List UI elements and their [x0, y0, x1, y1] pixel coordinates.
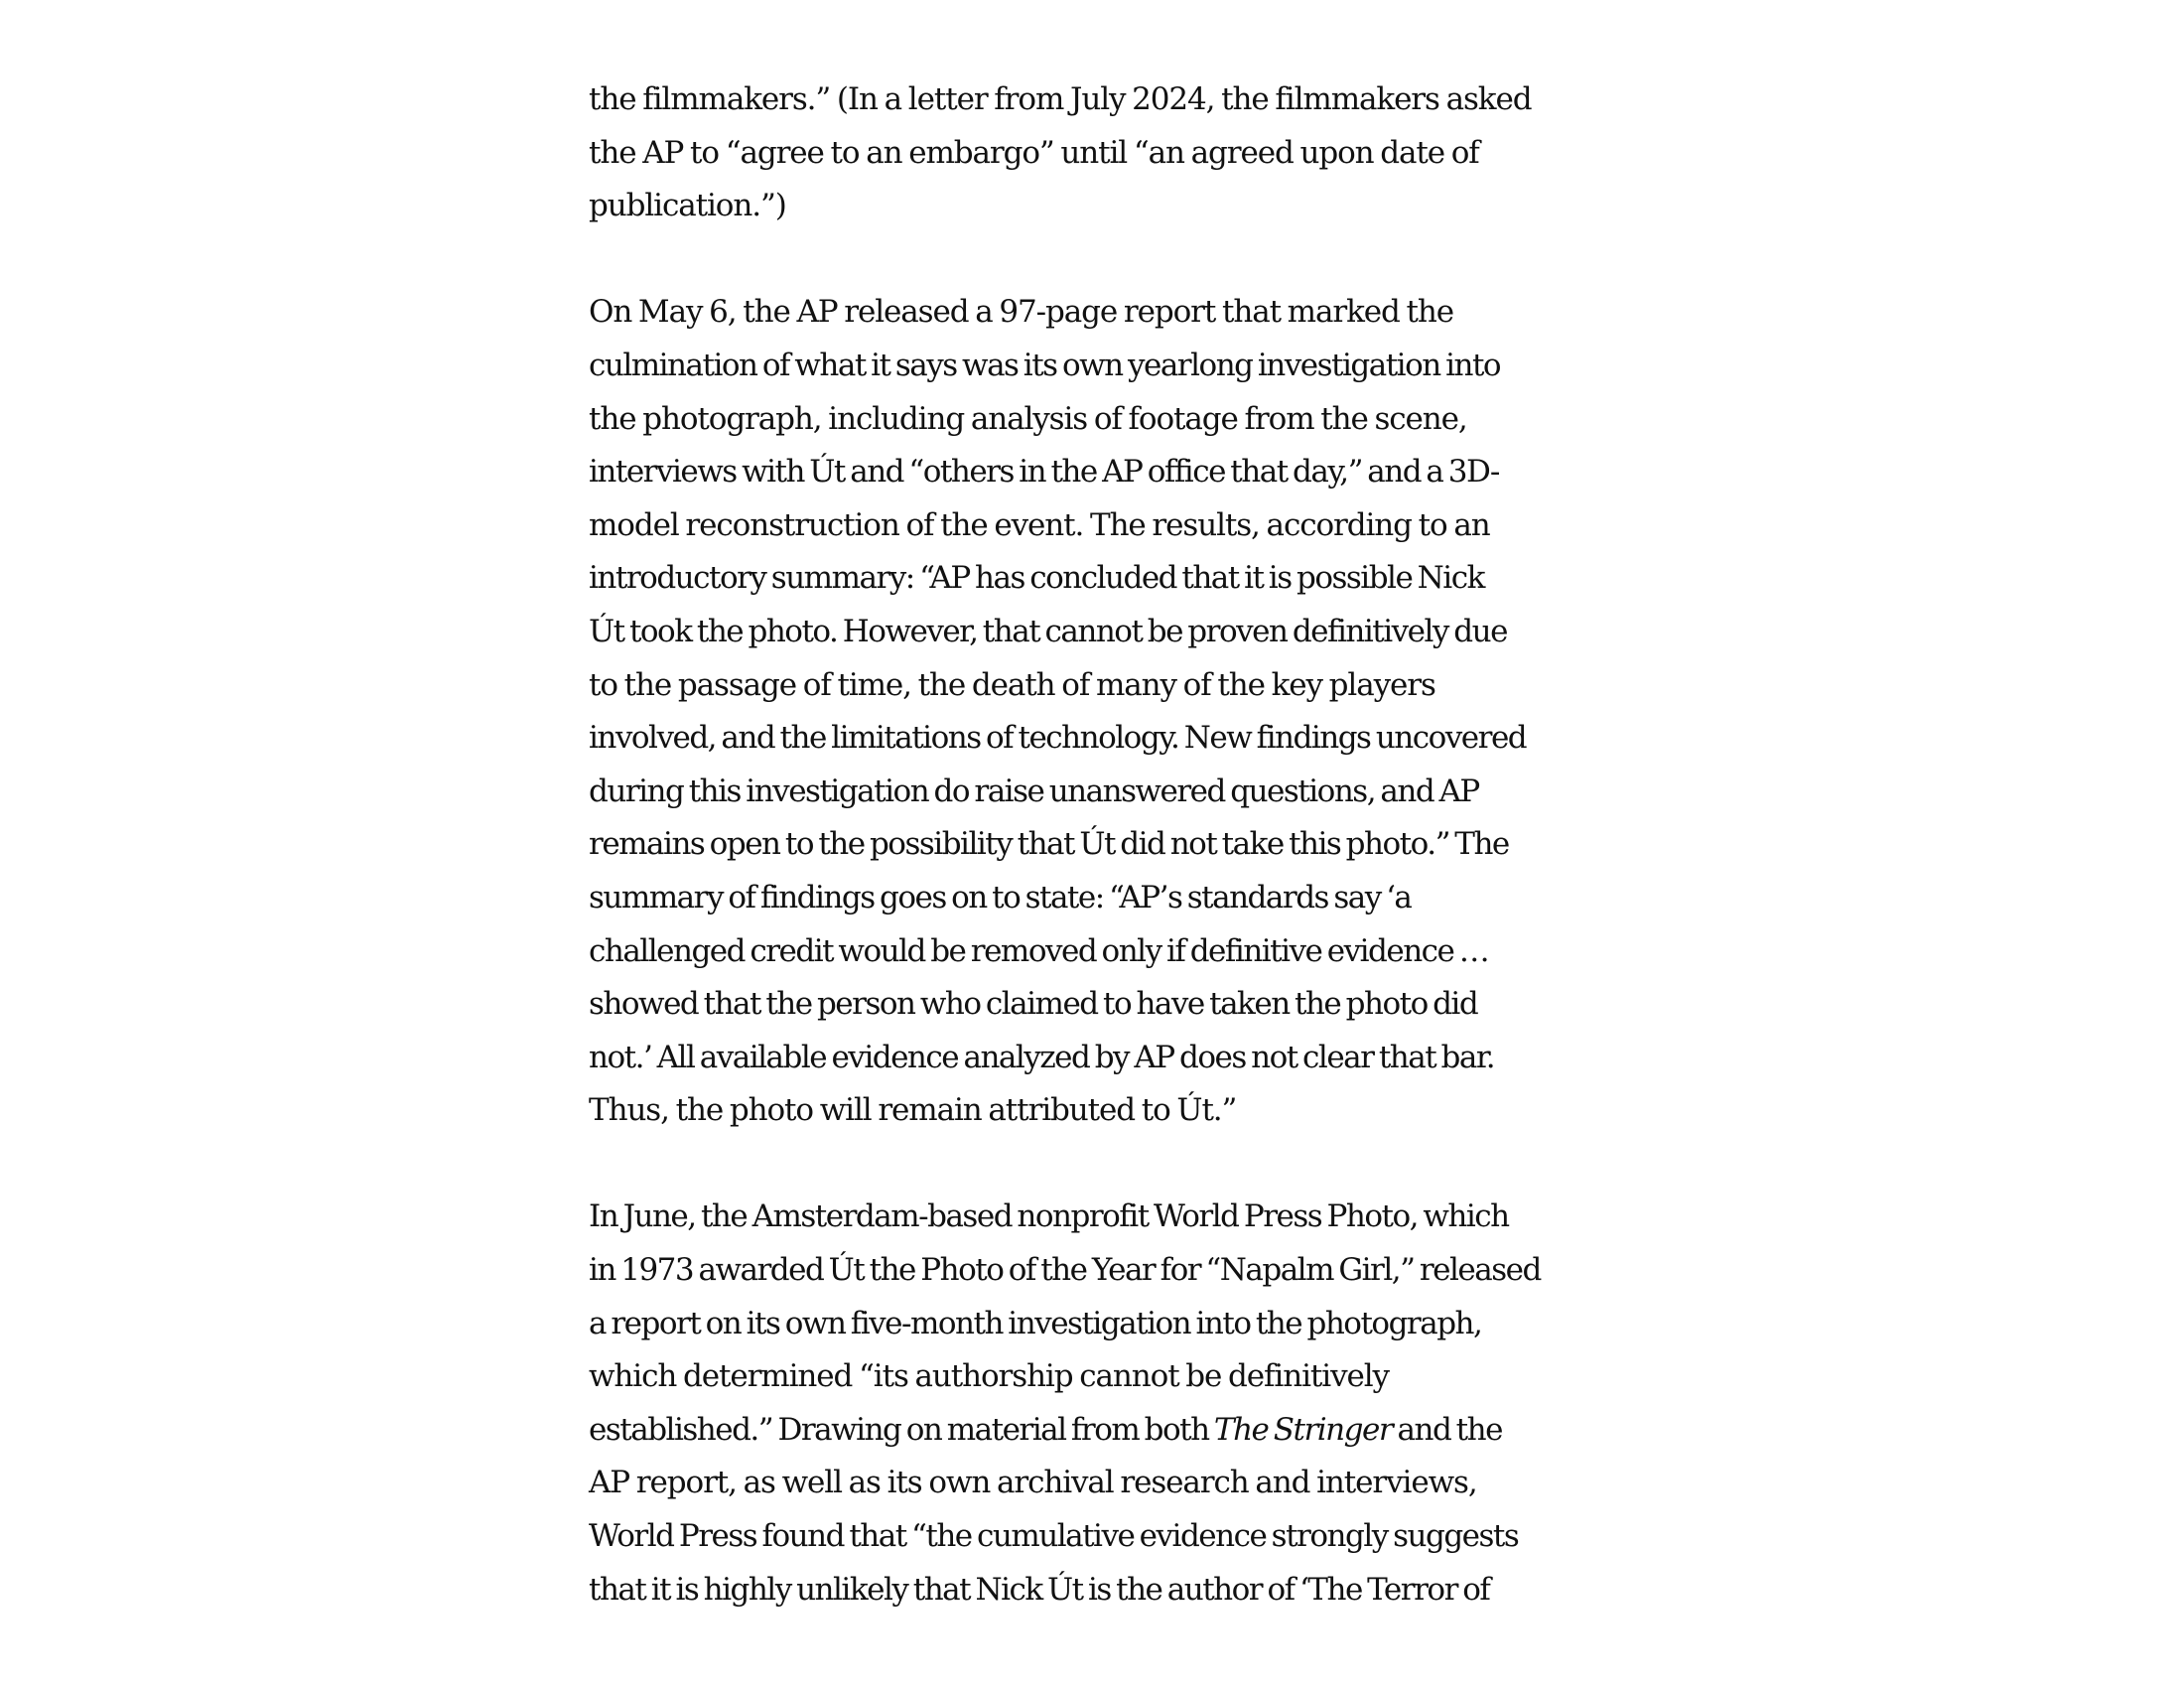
- text-line: in 1973 awarded Út the Photo of the Year for “Napalm Girl,” released: [589, 1252, 1541, 1289]
- text-line: a report on its own five-month investigation into the photograph,: [589, 1305, 1482, 1341]
- text-line: model reconstruction of the event. The results, according to an: [589, 506, 1490, 543]
- paragraph-3: [589, 1191, 1631, 1617]
- text-line: World Press found that “the cumulative evidence strongly suggests: [589, 1518, 1519, 1555]
- text-line: AP report, as well as its own archival research and interviews,: [589, 1465, 1477, 1501]
- text-line: that it is highly unlikely that Nick Út is the author of ‘The Terror of: [589, 1571, 1490, 1608]
- text-line: the filmmakers.” (In a letter from July 2024, the filmmakers asked: [589, 81, 1532, 117]
- text-line: introductory summary: “AP has concluded that it is possible Nick: [589, 560, 1484, 597]
- text-run: established.” Drawing on material from both: [589, 1411, 1214, 1448]
- text-line: the photograph, including analysis of footage from the scene,: [589, 400, 1467, 437]
- text-line: [589, 1404, 1631, 1458]
- text-line: involved, and the limitations of technology. New findings uncovered: [589, 720, 1527, 757]
- text-line: Thus, the photo will remain attributed to Út.”: [589, 1092, 1237, 1129]
- paragraph-1: [589, 73, 1631, 233]
- text-line: showed that the person who claimed to have taken the photo did: [589, 986, 1478, 1023]
- text-line: challenged credit would be removed only if definitive evidence …: [589, 932, 1489, 969]
- text-line: interviews with Út and “others in the AP office that day,” and a 3D-: [589, 454, 1499, 491]
- text-line: which determined “its authorship cannot be definitively: [589, 1358, 1389, 1395]
- text-line: not.’ All available evidence analyzed by AP does not clear that bar.: [589, 1039, 1495, 1075]
- text-line: Út took the photo. However, that cannot be proven definitively due: [589, 613, 1507, 649]
- paragraph-2: [589, 286, 1631, 1138]
- text-line: summary of findings goes on to state: “AP’s standards say ‘a: [589, 879, 1412, 915]
- article-body: [589, 73, 1631, 1670]
- text-line: the AP to “agree to an embargo” until “an agreed upon date of: [589, 134, 1479, 171]
- text-line: On May 6, the AP released a 97-page report that marked the: [589, 294, 1453, 331]
- text-line: during this investigation do raise unanswered questions, and AP: [589, 773, 1479, 809]
- text-run: and the: [1392, 1411, 1502, 1448]
- publication-title: The Stringer: [1213, 1411, 1393, 1448]
- text-line: to the passage of time, the death of many of the key players: [589, 666, 1435, 703]
- text-line: In June, the Amsterdam-based nonprofit World Press Photo, which: [589, 1198, 1509, 1235]
- text-line: publication.”): [589, 188, 786, 224]
- text-line: culmination of what it says was its own yearlong investigation into: [589, 347, 1501, 383]
- text-line: remains open to the possibility that Út did not take this photo.” The: [589, 826, 1509, 863]
